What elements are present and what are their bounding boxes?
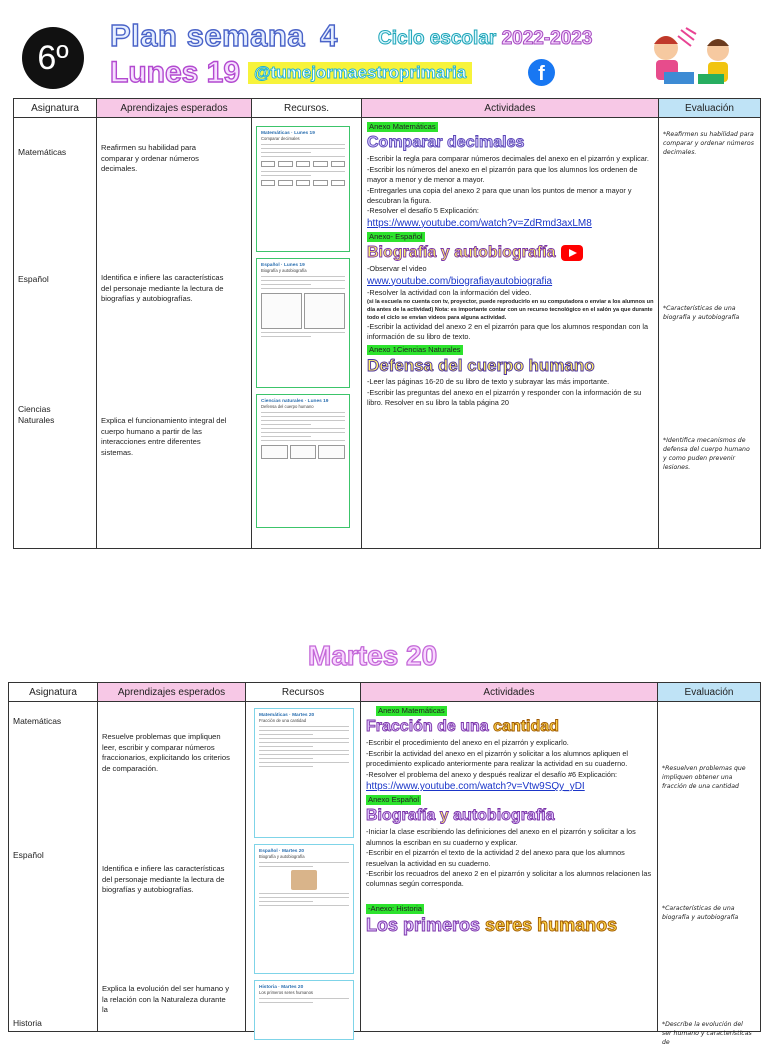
learning-math: Reafirmen su habilidad para comparar y ordenar números decimales.: [101, 143, 199, 173]
thumb-subtitle: Comparar decimales: [261, 136, 300, 141]
math-step-1: -Escribir el procedimiento del anexo en el pizarrón y explicarlo.: [366, 738, 569, 748]
resources-cell: [246, 702, 361, 1032]
thumb-title: Matemáticas · Martes 20: [259, 713, 315, 718]
topic-title-math: Fracción de una cantidad: [366, 718, 559, 736]
week-number: 4: [320, 18, 338, 53]
col-header-evaluation: Evaluación: [658, 683, 761, 702]
col-header-activities: Actividades: [361, 683, 658, 702]
science-step-2: -Escribir las preguntas del anexo en el pizarrón y responder con la información de su libro. Resolver en su libro la tabla página 20: [367, 387, 642, 408]
evaluation-math: *Resuelven problemas que impliquen obtener una fracción de una cantidad: [662, 765, 746, 790]
topic-title-math: Comparar decimales: [367, 134, 525, 152]
school-cycle: [378, 28, 592, 50]
learning-cell: [97, 118, 252, 549]
thumb-subtitle: Fracción de una cantidad: [259, 718, 307, 723]
math-step-1: -Escribir la regla para comparar números decimales del anexo en el pizarrón y explicar.: [367, 154, 649, 164]
grade-badge: 6º: [22, 27, 84, 89]
annex-tag-spanish: Anexo Español: [368, 795, 420, 805]
annex-tag-science: Anexo 1Ciencias Naturales: [369, 344, 461, 354]
monday-plan-table: [13, 98, 761, 549]
spanish-step-3: -Escribir los recuadros del anexo 2 en el pizarrón y solicitar a los alumnos relacionen las columnas según corresponda.: [366, 869, 652, 889]
thumb-subtitle: Defensa del cuerpo humano: [261, 404, 314, 409]
resource-thumb-math[interactable]: [254, 708, 354, 838]
thumb-title: Ciencias naturales · Lunes 19: [261, 399, 329, 404]
math-step-3: -Resolver el problema del anexo y después realizar el desafío #6 Explicación:: [366, 769, 618, 779]
thumb-subtitle: Los primeros seres humanos: [259, 990, 313, 995]
social-handle[interactable]: @tumejormaestroprimaria: [248, 62, 472, 84]
learning-spanish: Identifica e infiere las características del personaje mediante la lectura de biografías y autobiografías.: [101, 273, 224, 303]
evaluation-history: *Describe la evolución del ser humano y características de: [662, 1021, 752, 1046]
kids-reading-illustration: [636, 24, 746, 96]
thumb-subtitle: Biografía y autobiografía: [261, 268, 307, 273]
resource-thumb-science[interactable]: [256, 394, 350, 528]
col-header-resources: Recursos.: [252, 99, 362, 118]
resource-thumb-spanish[interactable]: [256, 258, 350, 388]
evaluation-cell: [658, 702, 761, 1046]
spanish-step-1: -Iniciar la clase escribiendo las definiciones del anexo en el pizarrón y solicitar a los alumnos la escriban en su cuaderno y explicar.: [366, 827, 636, 847]
col-header-subject: Asignatura: [14, 99, 97, 118]
thumb-title: Español · Martes 20: [259, 849, 305, 854]
col-header-subject: Asignatura: [9, 683, 98, 702]
learning-history: Explica la evolución del ser humano y la relación con la Naturaleza durante la: [102, 984, 230, 1014]
resource-thumb-history[interactable]: [254, 980, 354, 1040]
math-step-3: -Entregarles una copia del anexo 2 para que unan los puntos de menor a mayor y descubran la figura.: [367, 185, 632, 206]
page-header: [0, 0, 768, 98]
thumb-title: Matemáticas · Lunes 19: [261, 131, 315, 136]
col-header-learning: Aprendizajes esperados: [98, 683, 246, 702]
math-step-2: -Escribir los números del anexo en el pizarrón para que los alumnos los ordenen de mayor a menor y de menor a mayor.: [367, 164, 638, 185]
math-step-4: -Resolver el desafío 5 Explicación:: [367, 206, 479, 216]
evaluation-science: *Identifica mecanismos de defensa del cuerpo humano y como puden prevenir lesiones.: [663, 437, 750, 471]
spanish-step-2: -Escribir en el pizarrón el texto de la actividad 2 del anexo para que los alumnos resuelvan la actividad en su cuaderno.: [366, 848, 625, 868]
resources-cell: [252, 118, 362, 549]
evaluation-cell: [659, 118, 761, 549]
spanish-note: (si la escuela no cuenta con tv, proyector, puede reproducirlo en su computadora o enviar a los alumnos un día antes de la actividad) Nota: es importante contar con un recurso tecnológico en el salón ya que durante todo el ciclo se envían videos para alguna actividad.: [367, 299, 654, 322]
learning-cell: [98, 702, 246, 1032]
annex-tag-math: Anexo Matemáticas: [369, 122, 436, 131]
cycle-year: 2022-2023: [501, 28, 593, 49]
activities-cell: [361, 702, 658, 1032]
col-header-activities: Actividades: [362, 99, 659, 118]
youtube-icon[interactable]: [561, 245, 583, 261]
science-step-1: -Leer las páginas 16-20 de su libro de texto y subrayar las más importante.: [367, 377, 610, 387]
day-title-monday: Lunes 19: [110, 56, 241, 89]
col-header-resources: Recursos: [246, 683, 361, 702]
thumb-title: Historia · Martes 20: [259, 985, 304, 990]
annex-tag-math: Anexo Matemáticas: [378, 706, 445, 715]
thumb-subtitle: Biografía y autobiografía: [259, 854, 305, 859]
subjects-cell: [9, 702, 98, 1032]
evaluation-math: *Reafirmen su habilidad para comparar y ordenar números decimales.: [663, 131, 754, 156]
learning-spanish: Identifica e infiere las características del personaje mediante la lectura de biografías y autobiografías.: [102, 864, 225, 894]
facebook-icon[interactable]: f: [528, 59, 555, 86]
topic-title-history: Los primeros seres humanos: [366, 915, 618, 936]
learning-science: Explica el funcionamiento integral del cuerpo humano a partir de las interacciones entre diferentes sistemas.: [101, 416, 227, 457]
subject-spanish: Español: [18, 274, 49, 284]
thumb-title: Español · Lunes 19: [261, 263, 305, 268]
spanish-step-3: -Escribir la actividad del anexo 2 en el pizarrón para que los alumnos respondan con la información de su libro de texto.: [367, 322, 649, 342]
day-title-tuesday: Martes 20: [308, 640, 438, 671]
resource-thumb-spanish[interactable]: [254, 844, 354, 974]
math-step-2: -Escribir la actividad del anexo en el pizarrón y solicitar a los alumnos apliquen el procedimiento explicado anteriormente para realizar la actividad en su cuaderno.: [366, 748, 629, 769]
annex-tag-spanish: Anexo- Español: [369, 231, 423, 241]
plan-title: [110, 18, 338, 54]
learning-math: Resuelve problemas que impliquen leer, escribir y comparar números fraccionarios, explicitando los criterios de comparación.: [102, 732, 230, 773]
math-video-link[interactable]: https://www.youtube.com/watch?v=Vtw9SQy_yDI: [366, 781, 585, 793]
math-video-link[interactable]: https://www.youtube.com/watch?v=ZdRmd3axLM8: [367, 217, 592, 229]
spanish-step-1: -Observar el video: [367, 264, 427, 274]
portrait-image: [291, 870, 317, 890]
subject-math: Matemáticas: [18, 147, 67, 157]
col-header-learning: Aprendizajes esperados: [97, 99, 252, 118]
evaluation-spanish: *Características de una biografía y autobiografía: [663, 305, 740, 321]
tuesday-plan-table: [8, 682, 761, 1046]
subject-science: Ciencias Naturales: [18, 404, 55, 425]
subject-math: Matemáticas: [13, 716, 62, 726]
resource-thumb-math[interactable]: [256, 126, 350, 252]
topic-title-spanish: Biografía y autobiografía: [366, 807, 555, 825]
col-header-evaluation: Evaluación: [659, 99, 761, 118]
activities-cell: [362, 118, 659, 549]
topic-title-spanish: Biografía y autobiografía: [367, 243, 654, 263]
subjects-cell: [14, 118, 97, 549]
subject-history: Historia: [13, 1018, 42, 1028]
plan-title-text: Plan semana: [110, 18, 306, 53]
topic-title-science: Defensa del cuerpo humano: [367, 356, 595, 376]
subject-spanish: Español: [13, 850, 44, 860]
annex-tag-history: -Anexo: Historia: [368, 903, 423, 913]
evaluation-spanish: *Características de una biografía y autobiografía: [662, 905, 739, 921]
spanish-step-2: -Resolver la actividad con la información del video.: [367, 287, 532, 297]
cycle-label: Ciclo escolar: [378, 28, 497, 49]
spanish-video-link[interactable]: www.youtube.com/biografiayautobiografia: [367, 275, 553, 287]
